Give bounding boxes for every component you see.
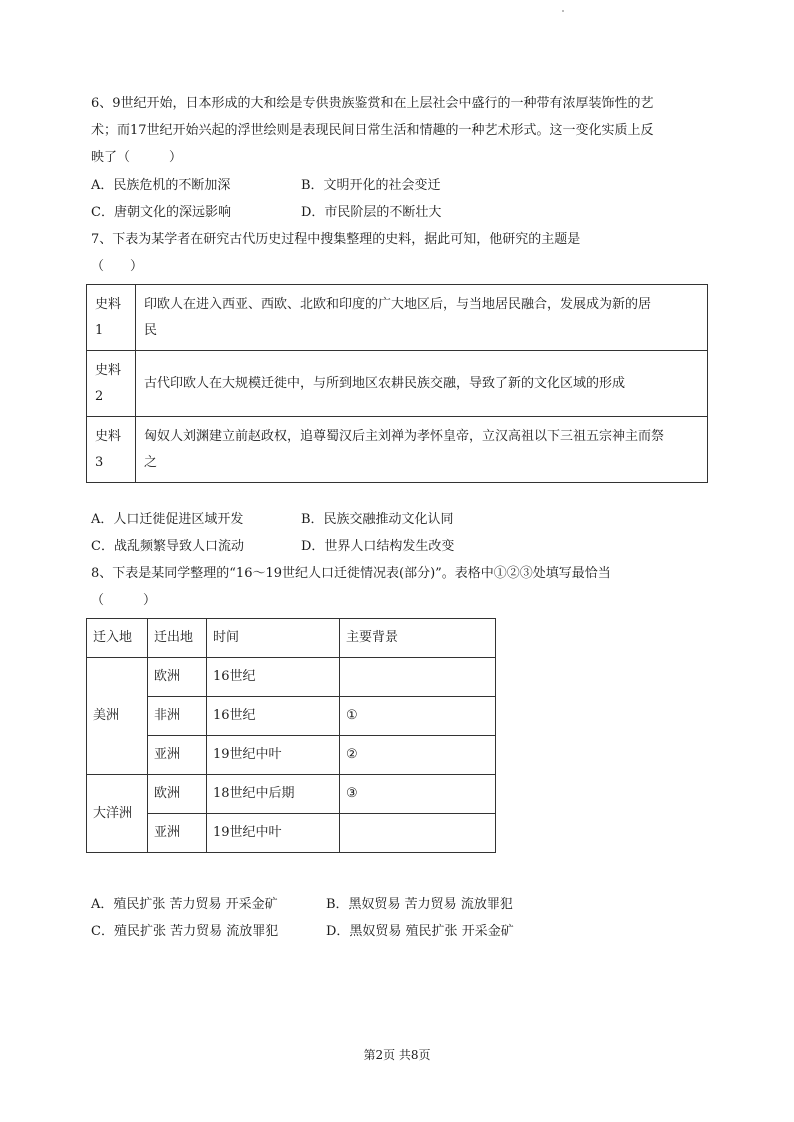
source-label: 史料 2 (87, 351, 136, 417)
table-row (87, 736, 496, 775)
q7-stem-line1: 7、下表为某学者在研究古代历史过程中搜集整理的史料，据此可知，他研究的主题是 (91, 232, 581, 247)
table-row (87, 417, 708, 483)
q8-option-a[interactable]: A．殖民扩张 苦力贸易 开采金矿 (91, 897, 278, 912)
time-cell: 16世纪 (207, 658, 340, 697)
background-cell: ① (340, 697, 496, 736)
origin-cell: 亚洲 (148, 736, 207, 775)
q7-option-c[interactable]: C．战乱频繁导致人口流动 (91, 539, 244, 554)
source-text: 古代印欧人在大规模迁徙中，与所到地区农耕民族交融，导致了新的文化区域的形成 (136, 351, 708, 417)
header-background: 主要背景 (340, 619, 496, 658)
q8-option-b[interactable]: B．黑奴贸易 苦力贸易 流放罪犯 (326, 897, 513, 912)
q6-option-a[interactable]: A．民族危机的不断加深 (91, 178, 231, 193)
origin-cell: 亚洲 (148, 814, 207, 853)
q8-option-d[interactable]: D．黑奴贸易 殖民扩张 开采金矿 (326, 924, 514, 939)
source-label: 史料 3 (87, 417, 136, 483)
source-label: 史料 1 (87, 285, 136, 351)
q7-stem-line2: （ ） (91, 259, 144, 274)
time-cell: 18世纪中后期 (207, 775, 340, 814)
background-cell (340, 814, 496, 853)
destination-americas: 美洲 (87, 658, 148, 775)
time-cell: 16世纪 (207, 697, 340, 736)
table-header-row (87, 619, 496, 658)
scan-dot (562, 10, 564, 12)
table-row (87, 775, 496, 814)
q6-option-b[interactable]: B．文明开化的社会变迁 (301, 178, 441, 193)
table-row (87, 697, 496, 736)
q7-option-d[interactable]: D．世界人口结构发生改变 (301, 539, 455, 554)
table-row (87, 814, 496, 853)
time-cell: 19世纪中叶 (207, 736, 340, 775)
q7-source-table (86, 284, 708, 483)
header-origin: 迁出地 (148, 619, 207, 658)
page-number: 第2页 共8页 (363, 1048, 431, 1062)
q6-stem-line3: 映了（ ） (91, 150, 183, 165)
header-destination: 迁入地 (87, 619, 148, 658)
background-cell (340, 658, 496, 697)
source-text: 印欧人在进入西亚、西欧、北欧和印度的广大地区后，与当地居民融合，发展成为新的居 民 (136, 285, 708, 351)
q8-option-c[interactable]: C．殖民扩张 苦力贸易 流放罪犯 (91, 924, 279, 939)
q6-stem-line1: 6、9世纪开始，日本形成的大和绘是专供贵族鉴赏和在上层社会中盛行的一种带有浓厚装饰性的艺 (91, 96, 654, 111)
q8-stem-line1: 8、下表是某同学整理的“16～19世纪人口迁徙情况表(部分)”。表格中①②③处填写最恰当 (91, 566, 611, 581)
background-cell: ② (340, 736, 496, 775)
time-cell: 19世纪中叶 (207, 814, 340, 853)
source-text: 匈奴人刘渊建立前赵政权，追尊蜀汉后主刘禅为孝怀皇帝，立汉高祖以下三祖五宗神主而祭 之 (136, 417, 708, 483)
origin-cell: 欧洲 (148, 658, 207, 697)
table-row (87, 351, 708, 417)
table-row (87, 285, 708, 351)
origin-cell: 非洲 (148, 697, 207, 736)
q8-stem-line2: （ ） (91, 593, 157, 608)
destination-oceania: 大洋洲 (87, 775, 148, 853)
table-row (87, 658, 496, 697)
q6-option-d[interactable]: D．市民阶层的不断壮大 (301, 205, 442, 220)
header-time: 时间 (207, 619, 340, 658)
q8-migration-table (86, 618, 496, 853)
origin-cell: 欧洲 (148, 775, 207, 814)
q7-option-a[interactable]: A．人口迁徙促进区域开发 (91, 512, 244, 527)
background-cell: ③ (340, 775, 496, 814)
q6-stem-line2: 术；而17世纪开始兴起的浮世绘则是表现民间日常生活和情趣的一种艺术形式。这一变化实质上反 (91, 123, 654, 138)
q7-option-b[interactable]: B．民族交融推动文化认同 (301, 512, 454, 527)
q6-option-c[interactable]: C．唐朝文化的深远影响 (91, 205, 231, 220)
